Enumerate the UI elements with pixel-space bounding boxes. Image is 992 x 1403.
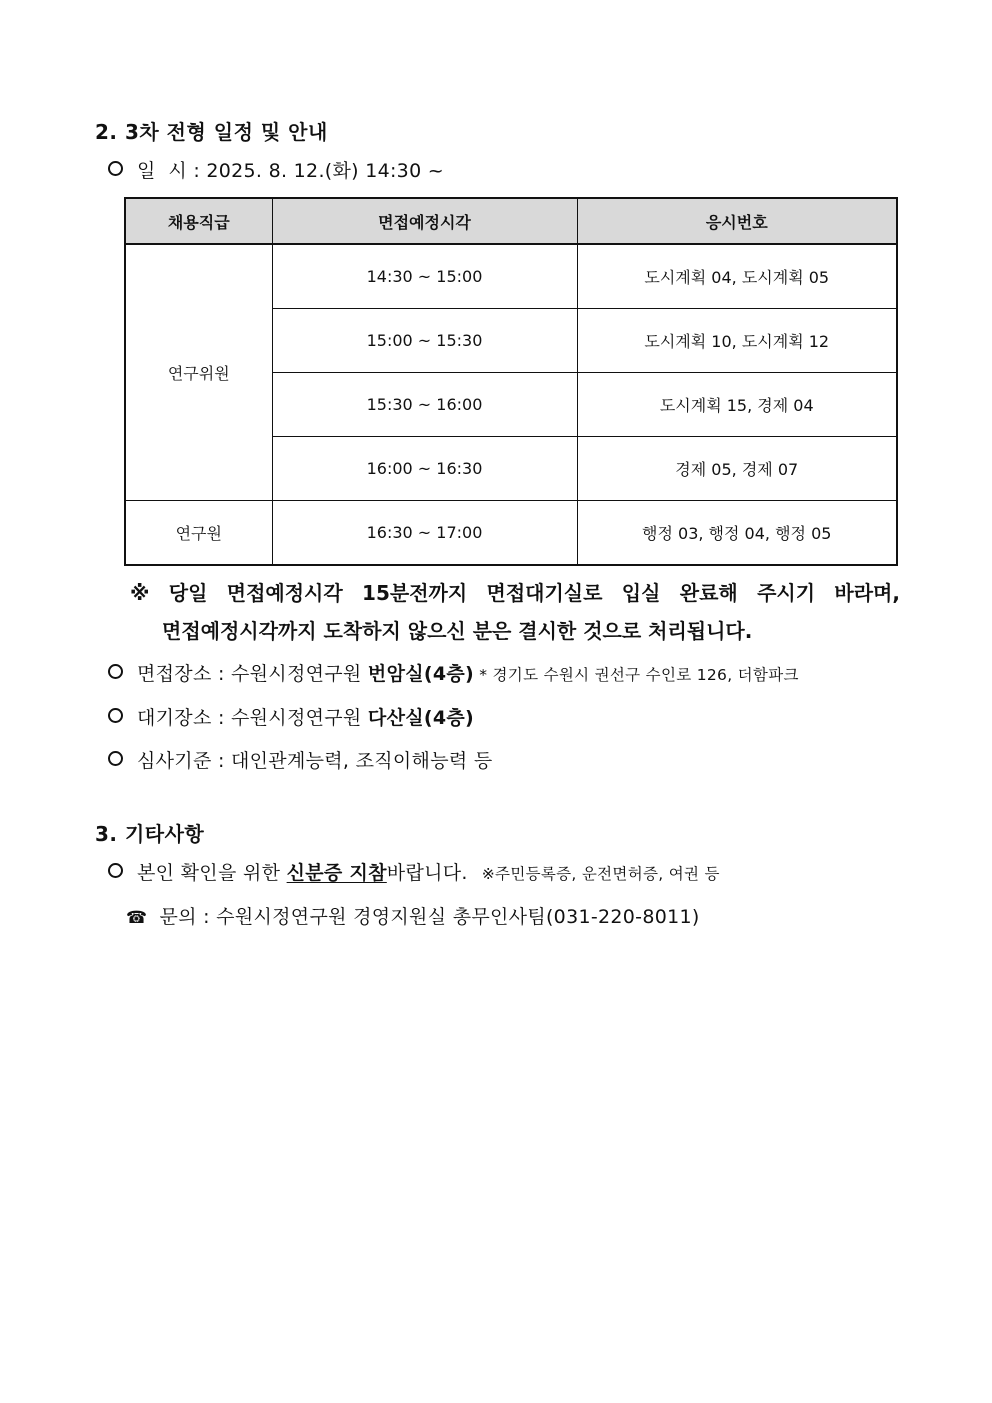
numbers-cell: 도시계획 10, 도시계획 12: [577, 309, 897, 373]
criteria-line: [108, 746, 493, 773]
notice-word: 면접대기실로: [486, 581, 603, 605]
venue-label: 면접장소 : 수원시정연구원: [137, 663, 368, 685]
waiting-line: [108, 703, 474, 730]
notice-word: 면접예정시각: [226, 581, 343, 605]
section3-title: 3. 기타사항: [95, 822, 205, 846]
id-prefix: 본인 확인을 위한: [137, 862, 287, 884]
schedule-table: [124, 197, 898, 566]
phone-icon: ☎: [126, 908, 148, 928]
circle-bullet-icon: [108, 664, 123, 679]
notice-word: 입실: [621, 581, 661, 605]
table-row: [125, 244, 897, 309]
id-suffix: 바랍니다.: [386, 862, 468, 884]
numbers-cell: 도시계획 04, 도시계획 05: [577, 244, 897, 309]
section2-title: 2. 3차 전형 일정 및 안내: [95, 120, 328, 144]
header-time: 면접예정시각: [272, 198, 577, 244]
notice-word: 완료해: [679, 581, 738, 605]
numbers-cell: 행정 03, 행정 04, 행정 05: [577, 501, 897, 566]
contact-line: [126, 902, 700, 929]
contact-text: 문의 : 수원시정연구원 경영지원실 총무인사팀(031-220-8011): [159, 906, 700, 928]
waiting-room: 다산실(4층): [367, 707, 475, 729]
time-cell: 16:00 ~ 16:30: [272, 437, 577, 501]
header-rank: 채용직급: [125, 198, 272, 244]
notice-word: 주시기: [757, 581, 816, 605]
time-cell: 14:30 ~ 15:00: [272, 244, 577, 309]
venue-address: * 경기도 수원시 권선구 수인로 126, 더함파크: [474, 666, 799, 684]
notice-block: [130, 574, 900, 650]
waiting-label: 대기장소 : 수원시정연구원: [137, 707, 368, 729]
rank-cell: 연구원: [125, 501, 272, 566]
notice-symbol: ※: [130, 581, 150, 605]
id-note: ※주민등록증, 운전면허증, 여권 등: [481, 865, 720, 883]
notice-line-2: 면접예정시각까지 도착하지 않으신 분은 결시한 것으로 처리됩니다.: [162, 619, 753, 643]
time-cell: 15:30 ~ 16:00: [272, 373, 577, 437]
venue-line: [108, 659, 799, 686]
notice-word: 바라며,: [834, 581, 900, 605]
criteria-text: 심사기준 : 대인관계능력, 조직이해능력 등: [137, 750, 493, 772]
venue-room: 번암실(4층): [367, 663, 475, 685]
header-numbers: 응시번호: [577, 198, 897, 244]
notice-word: 15분전까지: [362, 581, 468, 605]
numbers-cell: 도시계획 15, 경제 04: [577, 373, 897, 437]
numbers-cell: 경제 05, 경제 07: [577, 437, 897, 501]
circle-bullet-icon: [108, 863, 123, 878]
circle-bullet-icon: [108, 751, 123, 766]
table-row: [125, 501, 897, 566]
id-line: [108, 858, 720, 885]
table-header-row: [125, 198, 897, 244]
id-emphasis: 신분증 지참: [286, 862, 387, 884]
datetime-line: [108, 156, 444, 183]
notice-word: 당일: [168, 581, 208, 605]
rank-cell: 연구위원: [125, 244, 272, 501]
notice-line-1: [130, 574, 900, 612]
time-cell: 15:00 ~ 15:30: [272, 309, 577, 373]
circle-bullet-icon: [108, 161, 123, 176]
time-cell: 16:30 ~ 17:00: [272, 501, 577, 566]
circle-bullet-icon: [108, 708, 123, 723]
datetime-text: 일 시 : 2025. 8. 12.(화) 14:30 ~: [137, 160, 445, 182]
